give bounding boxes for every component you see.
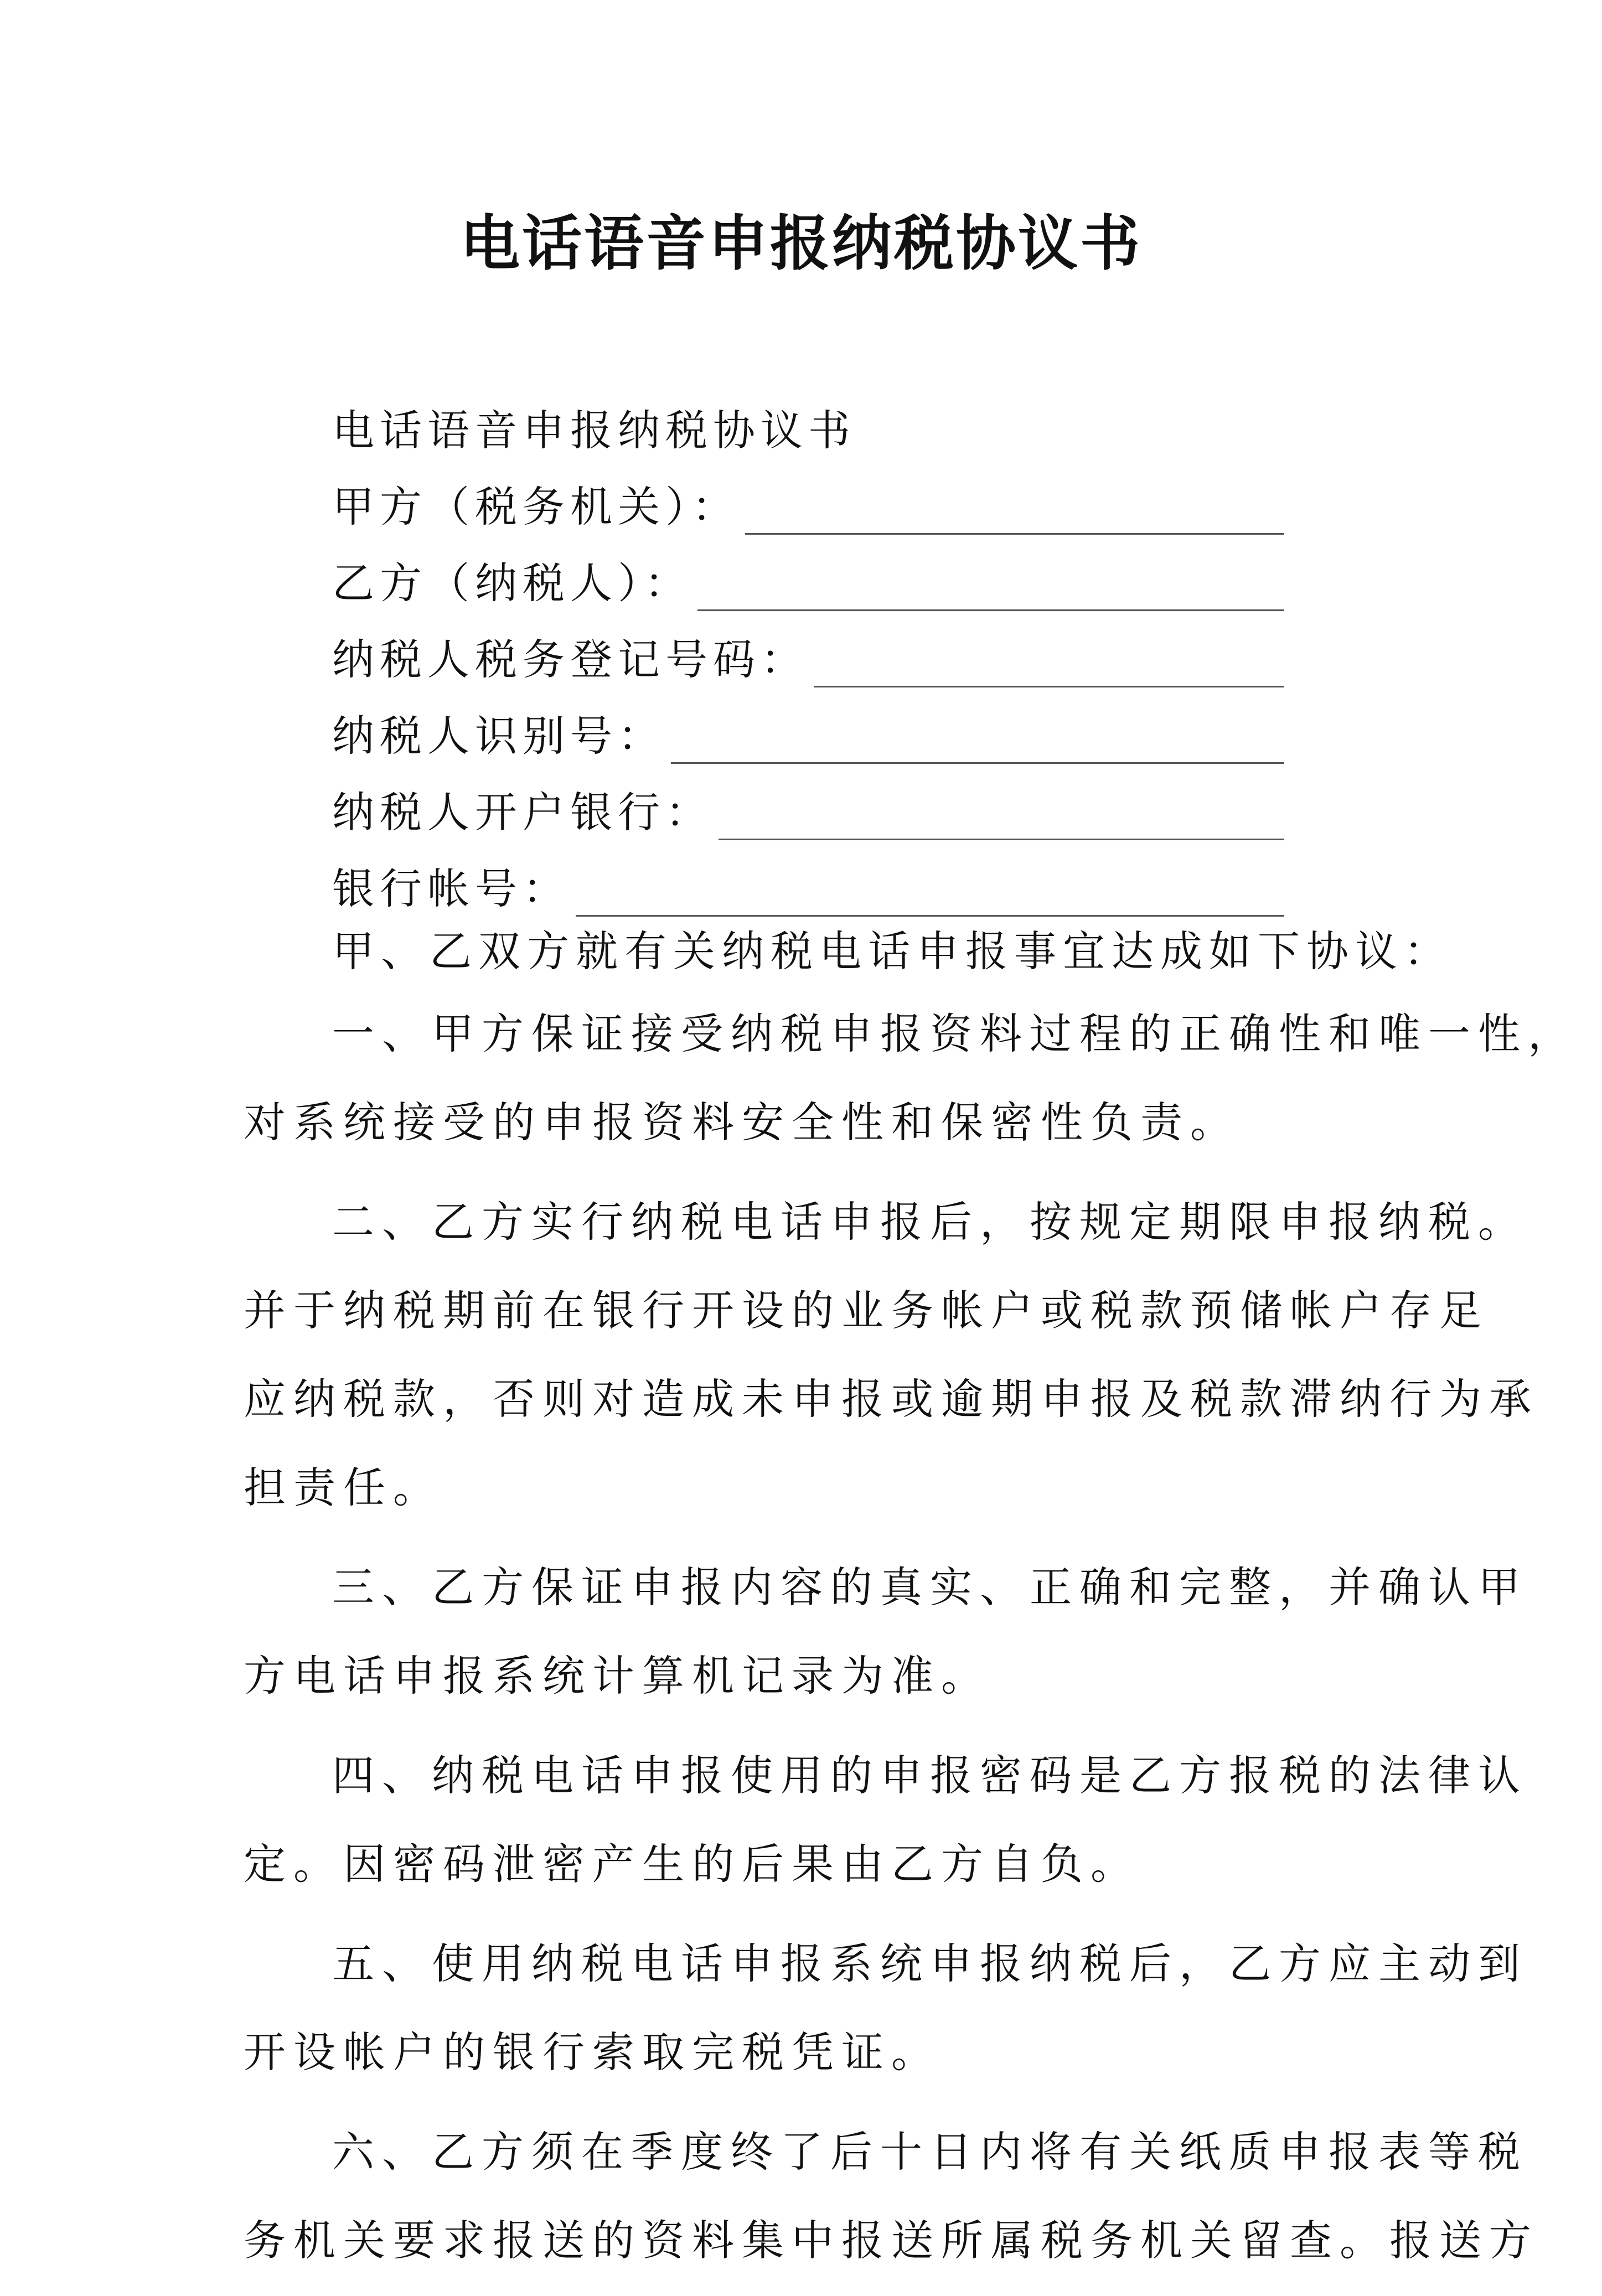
taxpayer-id-row (332, 687, 1284, 764)
clause-6 (244, 2108, 1539, 2285)
party-info-fields (332, 382, 1284, 917)
clause-line: 四、纳税电话申报使用的申报密码是乙方报税的法律认 (332, 1751, 1528, 1800)
tax-registration-number-row (332, 611, 1284, 687)
agreement-intro: 甲、乙双方就有关纳税电话申报事宜达成如下协议： (332, 927, 1453, 976)
clause-line: 定。因密码泄密产生的后果由乙方自负。 (244, 1839, 1140, 1889)
clause-line: 应纳税款，否则对造成未申报或逾期申报及税款滞纳行为承 (244, 1374, 1539, 1424)
clause-line: 三、乙方保证申报内容的真实、正确和完整，并确认甲 (332, 1563, 1528, 1612)
taxpayer-id-blank-line (671, 722, 1284, 764)
clause-line: 方电话申报系统计算机记录为准。 (244, 1651, 991, 1700)
subtitle-label: 电话语音申报纳税协议书 (332, 406, 856, 455)
clause-line: 五、使用纳税电话申报系统申报纳税后，乙方应主动到 (332, 1939, 1528, 1988)
taxpayer-id-label: 纳税人识别号： (332, 711, 665, 761)
clause-line: 六、乙方须在季度终了后十日内将有关纸质申报表等税 (332, 2127, 1528, 2176)
clause-line: 并于纳税期前在银行开设的业务帐户或税款预储帐户存足 (244, 1286, 1489, 1335)
party-a-blank-line (745, 493, 1284, 535)
party-a-row (332, 458, 1284, 535)
clause-3 (244, 1543, 1528, 1720)
clause-line: 对系统接受的申报资料安全性和保密性负责。 (244, 1098, 1240, 1147)
party-b-row (332, 535, 1284, 611)
bank-row (332, 764, 1284, 840)
agreement-body (244, 913, 1578, 2296)
clause-line: 二、乙方实行纳税电话申报后，按规定期限申报纳税。 (332, 1197, 1528, 1247)
clause-line: 务机关要求报送的资料集中报送所属税务机关留查。报送方 (244, 2216, 1539, 2265)
clause-line: 担责任。 (244, 1463, 443, 1512)
clause-4 (244, 1731, 1528, 1909)
clause-line: 一、甲方保证接受纳税申报资料过程的正确性和唯一性， (332, 1009, 1578, 1058)
party-b-label: 乙方（纳税人）： (332, 559, 692, 608)
clause-2 (244, 1178, 1539, 1532)
party-a-label: 甲方（税务机关）： (332, 482, 740, 531)
bank-blank-line (719, 799, 1284, 840)
subtitle-row (332, 382, 1284, 458)
clause-1 (244, 990, 1578, 1167)
bank-account-label: 银行帐号： (332, 864, 570, 913)
document-title: 电话语音申报纳税协议书 (459, 209, 1142, 278)
bank-account-blank-line (576, 875, 1284, 917)
party-b-blank-line (697, 570, 1284, 611)
bank-account-row (332, 840, 1284, 917)
clause-5 (244, 1920, 1528, 2097)
tax-registration-number-label: 纳税人税务登记号码： (332, 635, 808, 684)
clause-line: 开设帐户的银行索取完税凭证。 (244, 2028, 941, 2077)
bank-label: 纳税人开户银行： (332, 788, 713, 837)
tax-registration-number-blank-line (814, 646, 1284, 687)
